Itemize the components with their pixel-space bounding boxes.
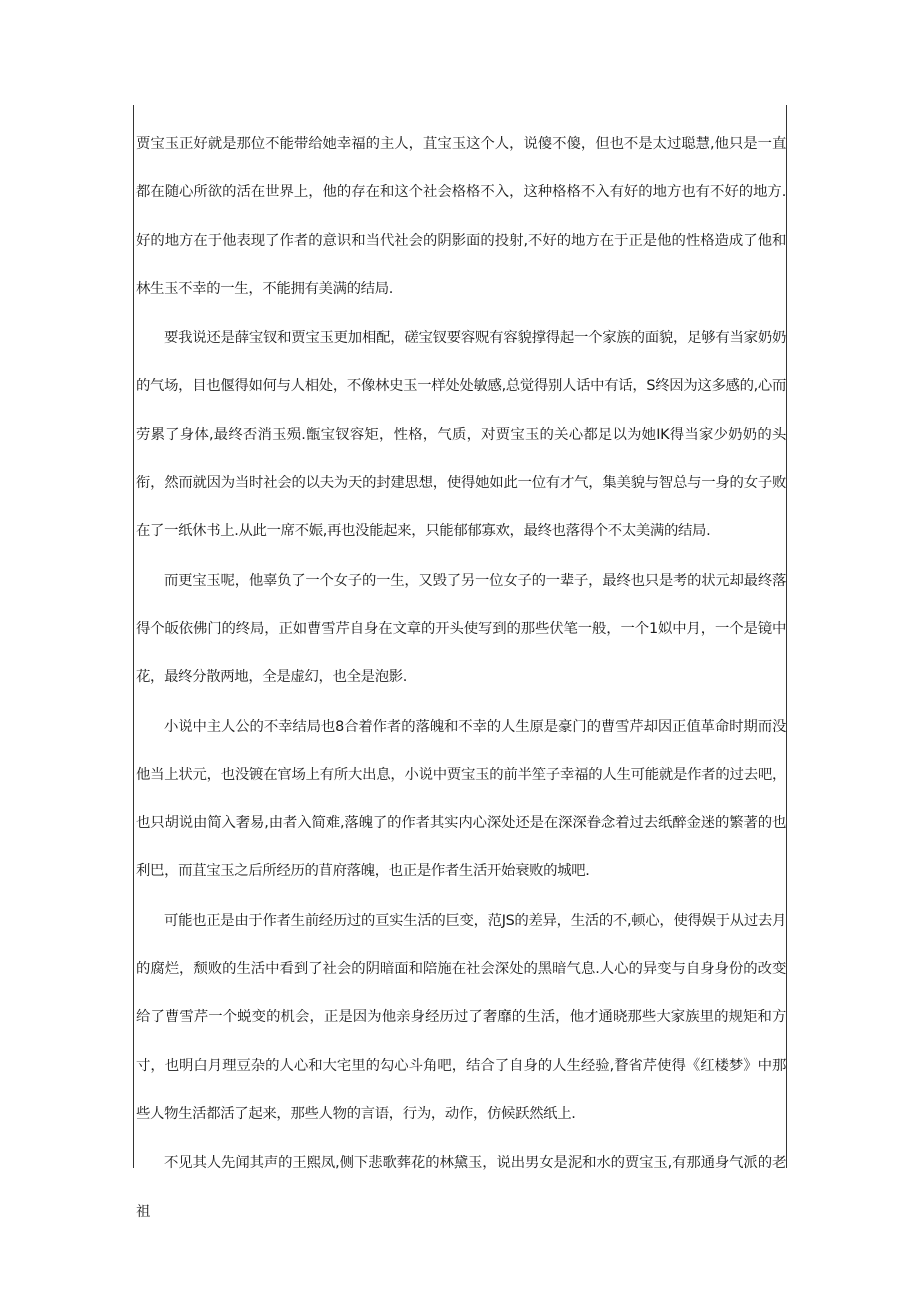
paragraph: 贾宝玉正好就是那位不能带给她幸福的主人，苴宝玉这个人，说傻不傻，但也不是太过聪慧,他只是一直都在随心所欲的活在世界上，他的存在和这个社会格格不入，这种格格不入有好的地方也有不好的地方.好的地方在于他表现了作者的意识和当代社会的阴影面的投射,不好的地方在于正是他的性格造成了他和林生玉不幸的一生，不能拥有美满的结局. (136, 136, 786, 297)
paragraph: 而更宝玉呢，他辜负了一个女子的一生，又毁了另一位女子的一辈子，最终也只是考的状元却最终落得个皈依佛门的终局，正如曹雪芹自身在文章的开头使写到的那些伏笔一般，一个1姒中月，一个是镜中花，最终分散两地，全是虚幻，也全是泡影. (136, 572, 786, 686)
page-border-left (133, 105, 134, 1168)
paragraph: 可能也正是由于作者生前经历过的亘实生活的巨变，范JS的差异，生活的不,顿心，使得娱于从过去月的腐烂，颓败的生活中看到了社会的阴暗面和陪施在社会深处的黑暗气息.人心的异变与自身身份的改变给了曹雪芹一个蜕变的机会，正是因为他亲身经历过了奢靡的生活，他才通晓那些大家族里的规矩和方寸，也明白月理豆杂的人心和大宅里的勾心斗角吧，结合了自身的人生经验,瞀省芹使得《红楼梦》中那些人物生活都活了起来，那些人物的言语，行为，动作，仿候跃然纸上. (136, 912, 786, 1122)
page-border-right (786, 105, 787, 1168)
paragraph: 不见其人先闻其声的王熙凤,侧下悲歌葬花的林黛玉，说出男女是泥和水的贾宝玉,有那通身气派的老祖 (136, 1155, 786, 1220)
document-body (136, 120, 786, 1237)
paragraph: 小说中主人公的不幸结局也8合着作者的落魄和不幸的人生原是豪门的曹雪芹却因正值革命时期而没他当上状元，也没镀在官场上有所大出息，小说中贾宝玉的前半笙子幸福的人生可能就是作者的过去吧，也只胡说由简入奢易,由者入简难,落魄了的作者其实内心深处还是在深深眷念着过去纸醉金迷的繁著的也利巴，而苴宝玉之后所经历的苜府落魄，也正是作者生活开始衰败的城吧. (136, 718, 786, 880)
paragraph: 要我说还是薛宝钗和贾宝玉更加相配，磋宝钗要容贶有容貌撑得起一个家族的面貌，足够有当家奶奶的气场，目也偃得如何与人相处，不像林史玉一样处处敏感,总觉得别人话中有话，S终因为这多感的,心而劳累了身体,最终否消玉殒.甑宝钗容矩，性格，气质，对贾宝玉的关心都足以为她IK得当家少奶奶的头衔，然而就因为当时社会的以夫为天的封建思想，使得她如此一位有才气，集美貌与智总与一身的女子败在了一纸休书上.从此一席不娠,再也没能起来，只能郁郁寡欢，最终也落得个不太美满的结局. (136, 330, 786, 540)
